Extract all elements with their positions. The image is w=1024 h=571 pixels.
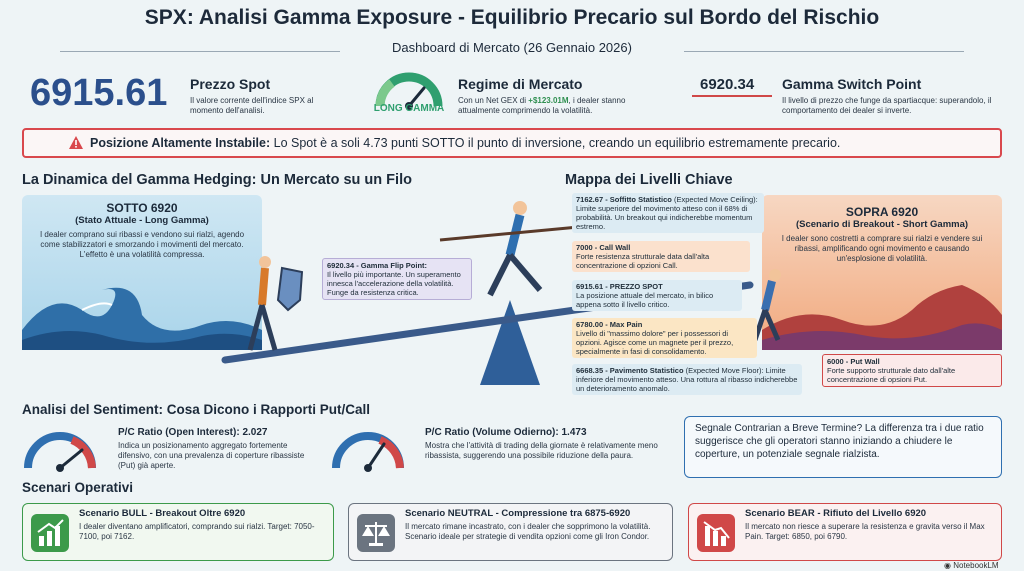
level-call-wall: 7000 - Call Wall Forte resistenza strutturale data dall'alta concentrazione di opzioni Call.	[572, 241, 750, 272]
switch-title: Gamma Switch Point	[782, 76, 922, 92]
volume-ratio-gauge-icon	[328, 420, 408, 475]
scenario-desc: Il mercato rimane incastrato, con i dealer che sopprimono la volatilità. Scenario ideale per strategie di vendita opzioni come gli Iron Condor.	[405, 522, 651, 541]
spot-title: Prezzo Spot	[190, 76, 271, 92]
scenario-desc: Il mercato non riesce a superare la resistenza e gravita verso il Max Pain. Target: 6850, poi 6790.	[745, 522, 985, 541]
warning-icon	[68, 135, 84, 150]
switch-line	[692, 95, 772, 97]
scenarios-section-title: Scenari Operativi	[22, 480, 134, 495]
oi-ratio-gauge-icon	[20, 420, 100, 475]
panel-subtitle: (Scenario di Breakout - Short Gamma)	[795, 219, 969, 230]
gauge-label: LONG GAMMA	[373, 103, 445, 114]
notebooklm-logo-icon: ◉	[944, 561, 951, 570]
level-put-wall: 6000 - Put Wall Forte supporto strutturale dato dall'alte concentrazione di opsioni Put.	[822, 354, 1002, 387]
regime-title: Regime di Mercato	[458, 76, 583, 92]
panel-subtitle: (Stato Attuale - Long Gamma)	[75, 215, 209, 226]
page-title: SPX: Analisi Gamma Exposure - Equilibrio Precario sul Bordo del Rischio	[144, 6, 880, 29]
scenario-title: Scenario BULL - Breakout Oltre 6920	[79, 508, 246, 519]
switch-value: 6920.34	[700, 76, 755, 93]
scenario-title: Scenario NEUTRAL - Compressione tra 6875-6920	[405, 508, 631, 519]
scenario-bull-card	[22, 503, 334, 561]
contrarian-signal-box: Segnale Contrarian a Breve Termine? La differenza tra i due ratio suggerisce che gli operatori stanno iniziando a chiudere le coperture, un potenziale segnale rialzista.	[684, 416, 1002, 478]
scenario-desc: I dealer diventano amplificatori, comprando sui rialzi. Target: 7050-7100, poi 7162.	[79, 522, 315, 541]
panel-title: SOPRA 6920	[845, 205, 919, 219]
chart-down-icon	[697, 514, 735, 552]
spot-value: 6915.61	[30, 72, 168, 114]
levels-section-title: Mappa dei Livelli Chiave	[565, 172, 733, 188]
panel-title: SOTTO 6920	[106, 201, 178, 215]
instability-alert: Posizione Altamente Instabile: Lo Spot è a soli 4.73 punti SOTTO il punto di inversione, creando un equilibrio estremamente precario.	[22, 128, 1002, 158]
brand-label: ◉ NotebookLM	[944, 561, 999, 570]
level-floor: 6668.35 - Pavimento Statistico (Expected Move Floor): Limite inferiore del movimento atteso. Una rottura al ribasso indicherebbe un deterioramento anomalo.	[572, 364, 802, 395]
regime-desc: Con un Net GEX di +$123.01M, i dealer stanno attualmente comprimendo la volatilità.	[458, 96, 626, 115]
storm-wave-icon	[762, 275, 1002, 350]
spot-desc: Il valore corrente dell'indice SPX al momento dell'analisi.	[190, 96, 314, 115]
scenario-bear-card	[688, 503, 1002, 561]
level-ceiling: 7162.67 - Soffitto Statistico (Expected Move Ceiling): Limite superiore del movimento atteso con il 68% di probabilità. Un breakout qui indicherebbe momentum estremo.	[572, 193, 764, 233]
chart-up-icon	[31, 514, 69, 552]
oi-ratio-desc: Indica un posizionamento aggregato fortemente difensivo, con una prevalenza di coperture ribassiste (Put) già aperte.	[118, 441, 305, 470]
gamma-flip-note: 6920.34 - Gamma Flip Point: Il livello più importante. Un superamento innesca l'accelerazione della volatilità. Funge da resistenza critica.	[322, 258, 472, 300]
level-max-pain: 6780.00 - Max Pain Livello di "massimo dolore" per i possessori di opzioni. Agisce come un magnete per il prezzo, specialmente in fasi di consolidamento.	[572, 318, 757, 358]
volume-ratio-desc: Mostra che l'attività di trading della giornate è relativamente meno ribassista, suggerendo una possibile riduzione della paura.	[425, 441, 658, 460]
sentiment-section-title: Analisi del Sentiment: Cosa Dicono i Rapporti Put/Call	[22, 402, 371, 417]
scenario-neutral-card	[348, 503, 673, 561]
oi-ratio-label: P/C Ratio (Open Interest): 2.027	[118, 427, 268, 438]
scenario-title: Scenario BEAR - Rifiuto del Livello 6920	[745, 508, 927, 519]
above-6920-panel	[762, 195, 1002, 350]
dynamics-section-title: La Dinamica del Gamma Hedging: Un Mercato su un Filo	[22, 172, 412, 188]
panel-desc: I dealer comprano sui ribassi e vendono sui rialzi, agendo come stabilizzatori e smorzando i movimenti del mercato. L'effetto è una volatilità compressa.	[39, 230, 245, 259]
panel-desc: I dealer sono costretti a comprare sui rialzi e vendere sui ribassi, amplificando ogni movimento e causando un'esplosione di volatilità.	[781, 234, 983, 263]
level-spot: 6915.61 - PREZZO SPOT La posizione attuale del mercato, in bilico appena sotto il livello critico.	[572, 280, 742, 311]
page-subtitle: Dashboard di Mercato (26 Gennaio 2026)	[392, 40, 632, 55]
volume-ratio-label: P/C Ratio (Volume Odierno): 1.473	[425, 427, 587, 438]
switch-desc: Il livello di prezzo che funge da spartiacque: superandolo, il comportamento dei dealer si inverte.	[782, 96, 992, 115]
scale-icon	[357, 514, 395, 552]
